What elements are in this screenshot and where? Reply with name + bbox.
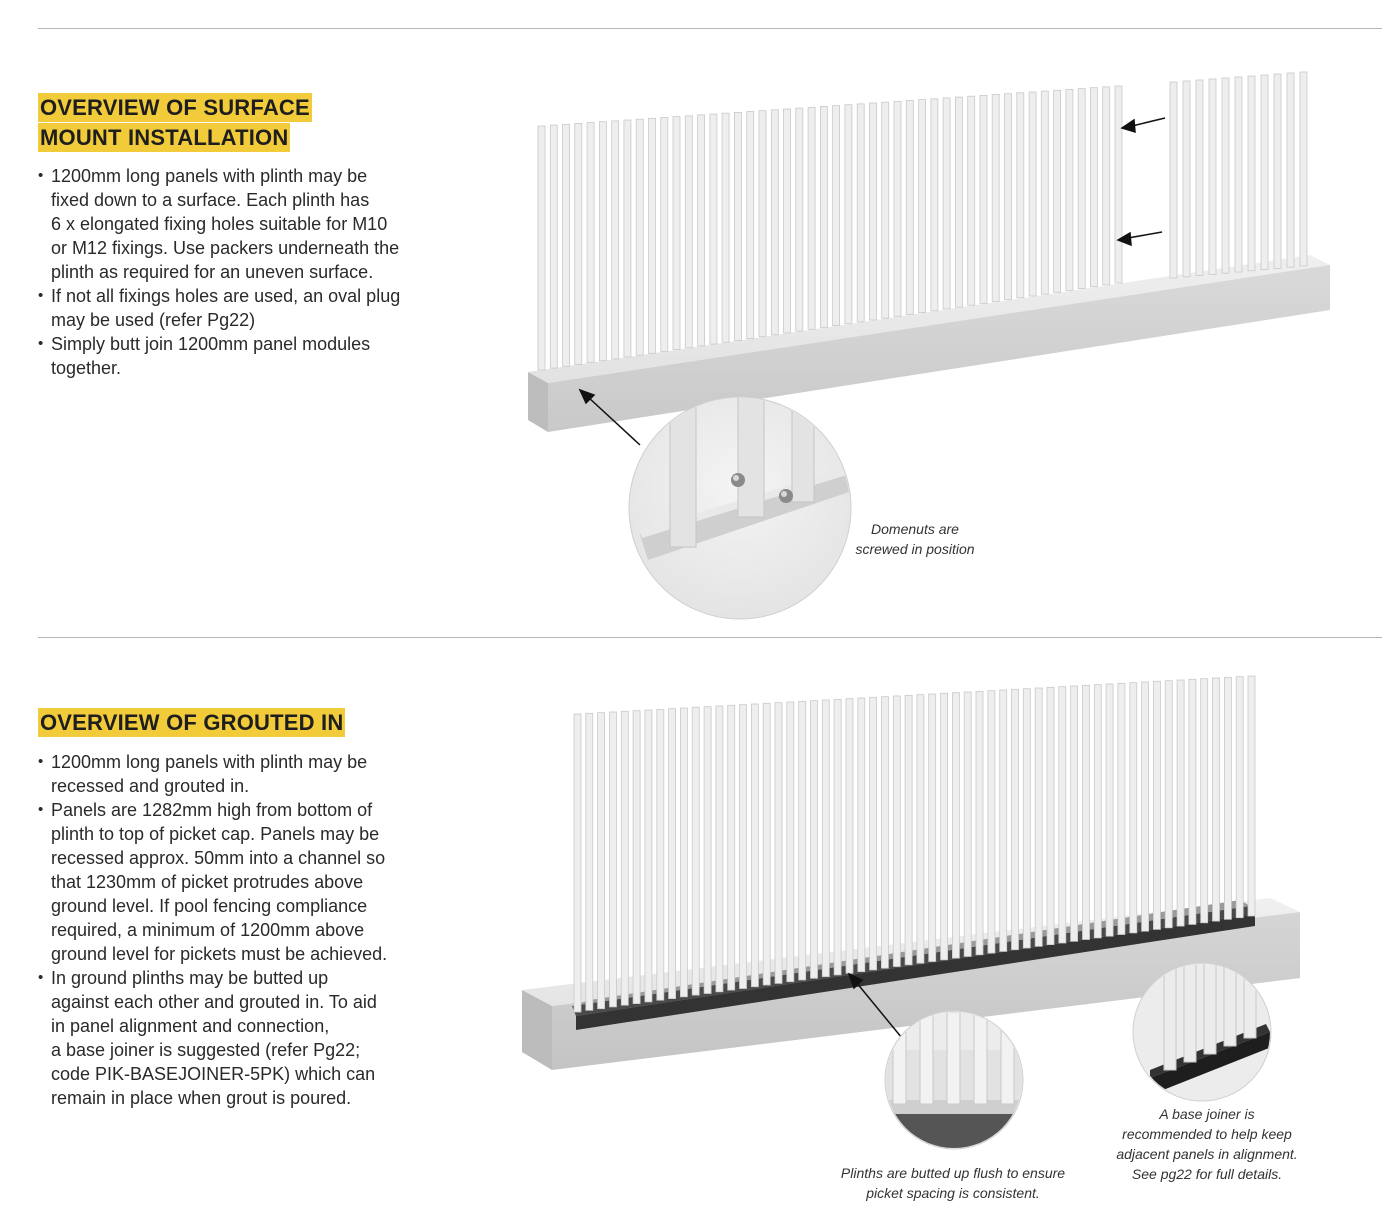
picket [1115, 86, 1122, 283]
picket [1235, 77, 1242, 272]
picket [1248, 76, 1255, 271]
picket [759, 111, 766, 337]
picket [612, 121, 619, 359]
picket [941, 693, 948, 960]
picket [1261, 75, 1268, 270]
picket [1078, 89, 1085, 289]
picket [1142, 682, 1149, 931]
picket [857, 104, 864, 322]
picket [550, 125, 557, 368]
list-item: • 1200mm long panels with plinth may be fixed down to a surface. Each plinth has 6 x elongated fixing holes suitable for M10 or M12 fixings. Use packers underneath the plinth as required for an uneven surface. [38, 164, 458, 284]
picket [685, 116, 692, 348]
picket [964, 692, 971, 956]
list-item: • Simply butt join 1200mm panel modules together. [38, 332, 458, 380]
top-divider [38, 28, 1382, 29]
picket [1130, 683, 1137, 933]
picket [633, 711, 640, 1004]
pickets-second-panel [1170, 72, 1307, 278]
picket [669, 709, 676, 999]
picket [846, 699, 853, 974]
picket [787, 702, 794, 982]
domenut-zoom-icon [629, 385, 855, 619]
picket [1083, 685, 1090, 939]
picket [992, 95, 999, 302]
picket [905, 695, 912, 965]
picket [747, 112, 754, 339]
picket [1000, 690, 1007, 951]
picket [1041, 91, 1048, 294]
picket [1054, 90, 1061, 292]
picket [775, 703, 782, 984]
picket [882, 102, 889, 318]
picket [881, 697, 888, 969]
picket [929, 694, 936, 962]
picket [1023, 689, 1030, 948]
surface-mount-heading-line1: OVERVIEW OF SURFACE [40, 95, 310, 120]
picket [919, 100, 926, 313]
picket [575, 123, 582, 364]
picket [893, 696, 900, 967]
picket [1183, 81, 1190, 277]
picket [822, 700, 829, 977]
picket [1222, 78, 1229, 273]
picket [1153, 681, 1160, 929]
picket [740, 705, 747, 989]
picket [574, 714, 581, 1012]
picket [976, 691, 983, 954]
picket [799, 701, 806, 980]
picket [1274, 74, 1281, 268]
picket [845, 105, 852, 324]
picket [710, 114, 717, 344]
picket [1035, 688, 1042, 946]
picket [1189, 679, 1196, 924]
picket [1090, 88, 1097, 287]
picket [1012, 689, 1019, 949]
picket [784, 109, 791, 333]
picket [624, 120, 631, 357]
picket [673, 117, 680, 350]
picket [796, 108, 803, 331]
surface-mount-bullets [38, 164, 458, 380]
picket [661, 118, 668, 352]
picket [870, 697, 877, 970]
picket [808, 107, 815, 329]
grouted-in-heading [38, 708, 345, 738]
picket [538, 126, 545, 370]
picket [728, 705, 735, 990]
picket [734, 112, 741, 340]
plinths-caption: Plinths are butted up flush to ensure picket spacing is consistent. [840, 1165, 1066, 1201]
picket [1066, 89, 1073, 290]
picket [636, 119, 643, 355]
picket [587, 123, 594, 363]
surface-mount-heading [38, 93, 312, 153]
picket [906, 101, 913, 315]
list-item: • Panels are 1282mm high from bottom of plinth to top of picket cap. Panels may be recessed approx. 50mm into a channel so that 1230mm of picket protrudes above ground level. If pool fencing compliance required, a minimum of 1200mm above ground level for pickets must be achieved. [38, 798, 458, 966]
picket [722, 113, 729, 342]
picket [870, 103, 877, 320]
picket [716, 706, 723, 992]
picket [610, 712, 617, 1007]
list-item: • In ground plinths may be butted up against each other and grouted in. To aid in panel alignment and connection, a base joiner is suggested (refer Pg22; code PIK-BASEJOINER-5PK) which can remain in place when grout is poured. [38, 966, 458, 1110]
picket [1103, 87, 1110, 285]
picket [833, 106, 840, 326]
picket [1213, 678, 1220, 921]
picket [1170, 82, 1177, 278]
picket [988, 691, 995, 953]
middle-divider [38, 637, 1382, 638]
picket [1287, 73, 1294, 267]
picket [763, 703, 770, 985]
butt-join-zoom-icon [880, 1011, 1030, 1152]
picket [1177, 680, 1184, 926]
list-item: • If not all fixings holes are used, an oval plug may be used (refer Pg22) [38, 284, 458, 332]
picket [599, 122, 606, 361]
picket [621, 711, 628, 1005]
grouted-in-bullets [38, 750, 458, 1110]
picket [586, 713, 593, 1010]
picket [1300, 72, 1307, 266]
picket [917, 695, 924, 964]
picket [1071, 686, 1078, 941]
picket [645, 710, 652, 1002]
picket [1059, 687, 1066, 943]
picket [820, 106, 827, 327]
picket [1165, 681, 1172, 928]
picket [1106, 684, 1113, 936]
picket [1224, 677, 1231, 919]
domenuts-caption: Domenuts are screwed in position [855, 521, 975, 557]
picket [980, 95, 987, 303]
picket [771, 110, 778, 335]
picket [834, 699, 841, 975]
picket [1094, 685, 1101, 938]
picket [1201, 679, 1208, 923]
picket [1047, 687, 1054, 944]
list-item: • 1200mm long panels with plinth may be recessed and grouted in. [38, 750, 458, 798]
picket [811, 701, 818, 979]
picket [657, 709, 664, 1000]
picket [704, 707, 711, 994]
picket [751, 704, 758, 987]
picket [1236, 677, 1243, 918]
picket [1017, 93, 1024, 298]
picket [955, 97, 962, 307]
picket [931, 99, 938, 311]
picket [1248, 676, 1255, 916]
picket [894, 101, 901, 316]
picket [649, 118, 656, 353]
picket [698, 115, 705, 346]
grouted-in-heading-text: OVERVIEW OF GROUTED IN [40, 710, 344, 735]
picket [858, 698, 865, 972]
picket [1005, 94, 1012, 300]
surface-mount-heading-line2: MOUNT INSTALLATION [40, 125, 289, 150]
picket [1118, 683, 1125, 934]
picket [563, 124, 570, 366]
picket [968, 96, 975, 305]
base-joiner-caption: A base joiner is recommended to help keep adjacent panels in alignment. See pg22 for full details. [1116, 1106, 1298, 1182]
picket [680, 708, 687, 997]
picket [692, 707, 699, 995]
picket [943, 98, 950, 309]
picket [1209, 79, 1216, 274]
picket [1029, 92, 1036, 296]
picket [1196, 80, 1203, 276]
picket [952, 693, 959, 958]
picket [598, 713, 605, 1009]
